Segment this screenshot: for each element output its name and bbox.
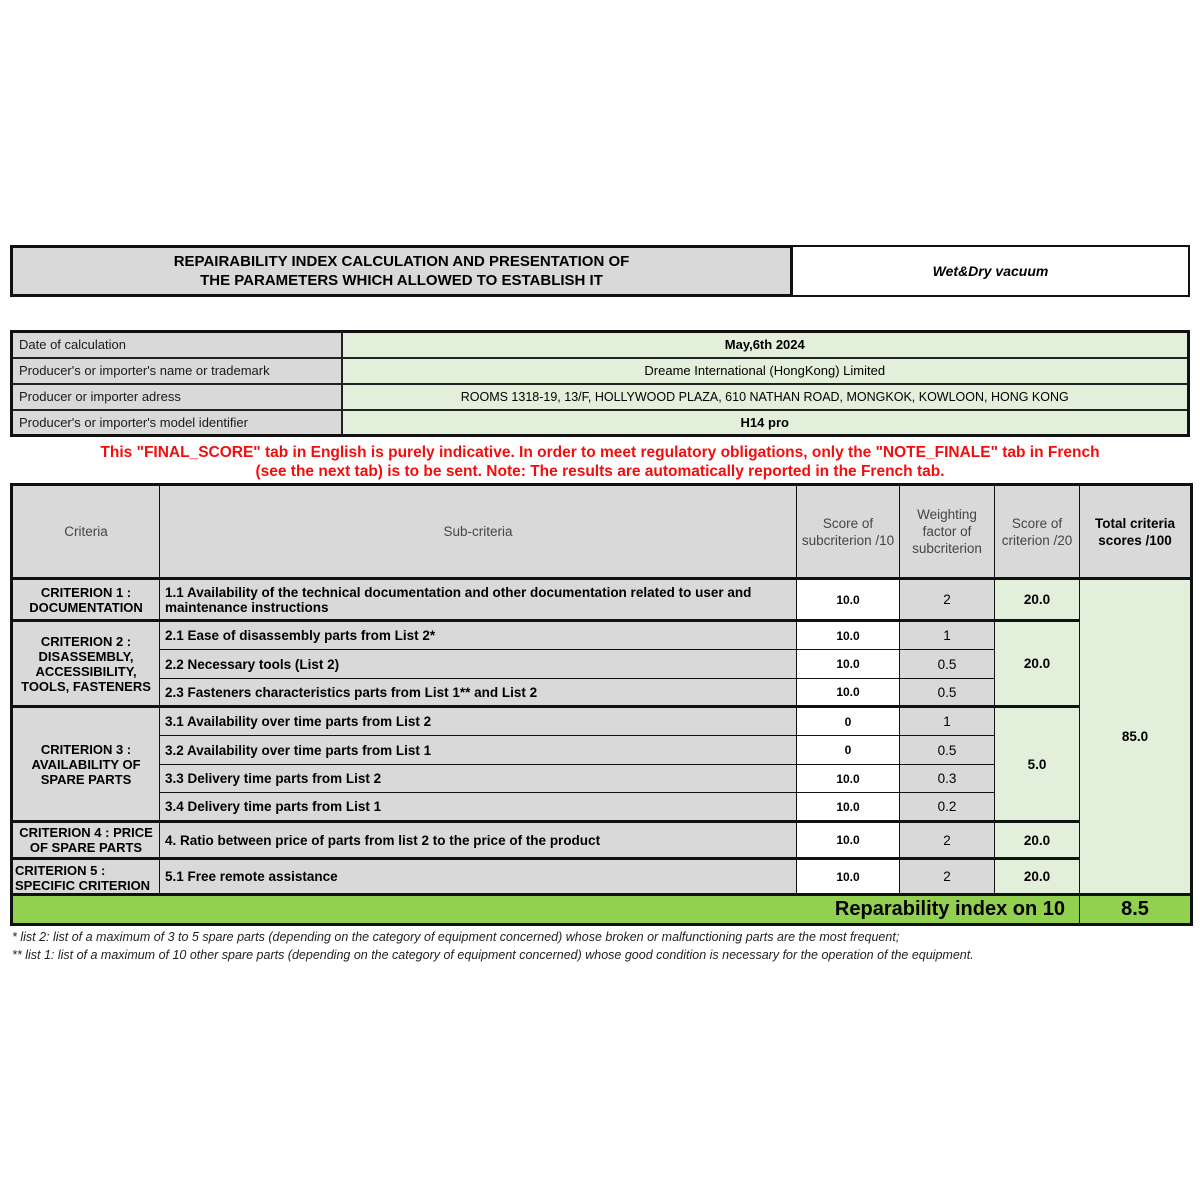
regulatory-notice-line1: This "FINAL_SCORE" tab in English is purely indicative. In order to meet regulatory obligations, only the "NOTE_FINALE" tab in French <box>100 444 1100 461</box>
column-header-criterion-score: Score of criterion /20 <box>995 485 1080 579</box>
title-bar <box>10 245 1190 297</box>
weight-3-1: 1 <box>900 707 995 736</box>
subscore-3-3: 10.0 <box>797 765 900 793</box>
table-row <box>12 859 1192 895</box>
regulatory-notice-line2: (see the next tab) is to be sent. Note: The results are automatically reported in the French tab. <box>255 463 945 480</box>
subscore-5-1: 10.0 <box>797 859 900 895</box>
info-label-model: Producer's or importer's model identifier <box>12 410 342 436</box>
product-type-box <box>793 245 1190 297</box>
table-row <box>12 384 1189 410</box>
footnotes <box>12 929 1192 964</box>
criterion-5-name: CRITERION 5 : SPECIFIC CRITERION <box>12 859 160 895</box>
criterion-2-score: 20.0 <box>995 621 1080 707</box>
weight-2-2: 0.5 <box>900 650 995 679</box>
criterion-3-score: 5.0 <box>995 707 1080 822</box>
criterion-5-score: 20.0 <box>995 859 1080 895</box>
criterion-1-name: CRITERION 1 : DOCUMENTATION <box>12 579 160 621</box>
document-title-line2: THE PARAMETERS WHICH ALLOWED TO ESTABLISH IT <box>200 272 603 289</box>
table-row <box>12 358 1189 384</box>
reparability-index-label: Reparability index on 10 <box>12 895 1080 925</box>
info-value-address: ROOMS 1318-19, 13/F, HOLLYWOOD PLAZA, 610 NATHAN ROAD, MONGKOK, KOWLOON, HONG KONG <box>342 384 1189 410</box>
info-value-model: H14 pro <box>342 410 1189 436</box>
table-row <box>12 621 1192 650</box>
subcriterion-2-3: 2.3 Fasteners characteristics parts from List 1** and List 2 <box>160 679 797 707</box>
document-title-line1: REPAIRABILITY INDEX CALCULATION AND PRESENTATION OF <box>173 253 630 270</box>
subcriterion-1-1: 1.1 Availability of the technical documentation and other documentation related to user and maintenance instructions <box>160 579 797 621</box>
subscore-2-2: 10.0 <box>797 650 900 679</box>
subcriterion-3-2: 3.2 Availability over time parts from List 1 <box>160 736 797 765</box>
reparability-index-row <box>12 895 1192 925</box>
column-header-criteria: Criteria <box>12 485 160 579</box>
subscore-3-1: 0 <box>797 707 900 736</box>
info-label-address: Producer or importer adress <box>12 384 342 410</box>
weight-5-1: 2 <box>900 859 995 895</box>
subscore-1-1: 10.0 <box>797 579 900 621</box>
column-header-sub-score: Score of subcriterion /10 <box>797 485 900 579</box>
weight-1-1: 2 <box>900 579 995 621</box>
score-table-header-row <box>12 485 1192 579</box>
column-header-weight: Weighting factor of subcriterion <box>900 485 995 579</box>
weight-3-4: 0.2 <box>900 793 995 822</box>
column-header-total: Total criteria scores /100 <box>1080 485 1192 579</box>
document-title <box>10 245 793 297</box>
info-value-date: May,6th 2024 <box>342 332 1189 358</box>
table-row <box>12 707 1192 736</box>
table-row <box>12 332 1189 358</box>
weight-2-3: 0.5 <box>900 679 995 707</box>
subscore-3-4: 10.0 <box>797 793 900 822</box>
weight-2-1: 1 <box>900 621 995 650</box>
subscore-2-1: 10.0 <box>797 621 900 650</box>
subcriterion-3-1: 3.1 Availability over time parts from List 2 <box>160 707 797 736</box>
criterion-1-score: 20.0 <box>995 579 1080 621</box>
footnote-list2: * list 2: list of a maximum of 3 to 5 spare parts (depending on the category of equipment concerned) whose broken or malfunctioning parts are the most frequent; <box>12 930 900 944</box>
product-type-label: Wet&Dry vacuum <box>932 263 1049 279</box>
column-header-sub-criteria: Sub-criteria <box>160 485 797 579</box>
producer-info-table <box>10 330 1190 437</box>
table-row <box>12 822 1192 859</box>
footnote-list1: ** list 1: list of a maximum of 10 other spare parts (depending on the category of equipment concerned) whose good condition is necessary for the operation of the equipment. <box>12 947 974 962</box>
subscore-2-3: 10.0 <box>797 679 900 707</box>
regulatory-notice <box>0 443 1200 481</box>
subcriterion-3-3: 3.3 Delivery time parts from List 2 <box>160 765 797 793</box>
weight-4: 2 <box>900 822 995 859</box>
table-row <box>12 410 1189 436</box>
info-label-producer-name: Producer's or importer's name or trademark <box>12 358 342 384</box>
weight-3-3: 0.3 <box>900 765 995 793</box>
subcriterion-3-4: 3.4 Delivery time parts from List 1 <box>160 793 797 822</box>
subcriterion-2-1: 2.1 Ease of disassembly parts from List 2* <box>160 621 797 650</box>
total-criteria-score: 85.0 <box>1080 579 1192 895</box>
criterion-3-name: CRITERION 3 : AVAILABILITY OF SPARE PARTS <box>12 707 160 822</box>
subscore-4: 10.0 <box>797 822 900 859</box>
reparability-index-value: 8.5 <box>1080 895 1192 925</box>
subcriterion-4: 4. Ratio between price of parts from list 2 to the price of the product <box>160 822 797 859</box>
criterion-4-score: 20.0 <box>995 822 1080 859</box>
table-row <box>12 579 1192 621</box>
criterion-2-name: CRITERION 2 : DISASSEMBLY, ACCESSIBILITY, TOOLS, FASTENERS <box>12 621 160 707</box>
info-value-producer-name: Dreame International (HongKong) Limited <box>342 358 1189 384</box>
subcriterion-5-1: 5.1 Free remote assistance <box>160 859 797 895</box>
info-label-date: Date of calculation <box>12 332 342 358</box>
criterion-4-name: CRITERION 4 : PRICE OF SPARE PARTS <box>12 822 160 859</box>
score-table <box>10 483 1193 926</box>
subscore-3-2: 0 <box>797 736 900 765</box>
subcriterion-2-2: 2.2 Necessary tools (List 2) <box>160 650 797 679</box>
weight-3-2: 0.5 <box>900 736 995 765</box>
